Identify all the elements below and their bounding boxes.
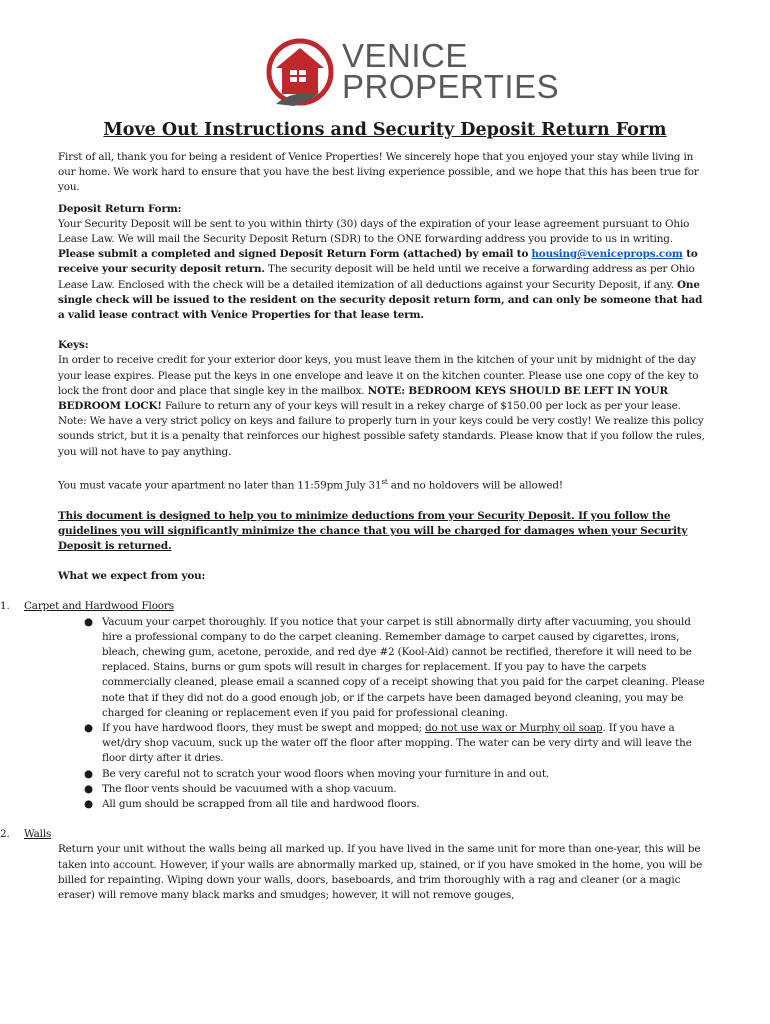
logo-line-2: PROPERTIES: [342, 68, 560, 105]
section-number: 1.: [0, 600, 10, 613]
section-title: Carpet and Hardwood Floors: [24, 600, 174, 613]
venice-properties-logo: [262, 36, 560, 110]
keys-paragraph: In order to receive credit for your exterior door keys, you must leave them in the kitchen of your unit by midnight of the day your lease expires. Please put the keys in one envelope and leave it on the kitchen counter. Please use one copy of the key to lock the front door and place that single key in the mailbox. NOTE: BEDROOM KEYS SHOULD BE LEFT IN YOUR BEDROOM LOCK! Failure to return any of your keys will result in a rekey charge of $150.00 per lock as per your lease. Note: We have a very strict policy on keys and failure to properly turn in your keys could be very costly! We realize this policy sounds strict, but it is a penalty that reinforces our highest possible safety standards. Please know that if you follow the rules, you will not have to pay anything.: [58, 354, 705, 458]
carpet-bullet-list: [58, 615, 708, 813]
section-carpet-floors: [0, 599, 708, 812]
bullet-icon: ●: [84, 782, 93, 795]
bullet-icon: ●: [84, 721, 93, 734]
section-title: Walls: [24, 828, 52, 841]
section-walls: [0, 827, 708, 903]
keys-heading: Keys:: [58, 339, 89, 352]
bullet-icon: ●: [84, 798, 93, 810]
list-item: ● Vacuum your carpet thoroughly. If you notice that your carpet is still abnormally dirty after vacuuming, you should hire a professional company to do the carpet cleaning. Remember damage to carpet caused by cigarettes, irons, bleach, chewing gum, acetone, peroxide, and red dye #2 (Kool-Aid) cannot be rectified, therefore it will need to be replaced. Stains, burns or gum spots will result in charges for replacement. If you pay to have the carpets commercially cleaned, please email a scanned copy of a receipt showing that you paid for the carpet cleaning. Please note that if they did not do a good enough job, or if the carpets have been damaged beyond cleaning, you may be charged for cleaning or replacement even if you paid for professional cleaning.: [84, 615, 705, 719]
email-link[interactable]: housing@veniceprops.com: [531, 248, 683, 261]
section-number: 2.: [0, 828, 10, 841]
expect-heading: What we expect from you:: [58, 570, 206, 583]
bullet-icon: ●: [84, 615, 93, 628]
list-item: ● The floor vents should be vacuumed with a shop vacuum.: [58, 782, 708, 797]
list-item: ● Be very careful not to scratch your wood floors when moving your furniture in and out.: [58, 767, 708, 782]
intro-paragraph: First of all, thank you for being a resident of Venice Properties! We sincerely hope that you enjoyed your stay while living in our home. We work hard to ensure that you have the best living experience possible, and we hope that this has been true for you.: [58, 151, 699, 194]
document-body: [0, 150, 708, 903]
page-title: Move Out Instructions and Security Deposit Return Form: [103, 120, 667, 140]
deposit-paragraph: Your Security Deposit will be sent to you within thirty (30) days of the expiration of your lease agreement pursuant to Ohio Lease Law. We will mail the Security Deposit Return (SDR) to the ONE forwarding address you provide to us in writing. Please submit a completed and signed Deposit Return Form (attached) by email to housing@veniceprops.com to receive your security deposit return. The security deposit will be held until we receive a forwarding address as per Ohio Lease Law. Enclosed with the check will be a detailed itemization of all deductions against your Security Deposit, if any. One single check will be issued to the resident on the security deposit return form, and can only be someone that had a valid lease contract with Venice Properties for that lease term.: [58, 217, 703, 322]
notice-paragraph: This document is designed to help you to minimize deductions from your Security Deposit. If you follow the guidelines you will significantly minimize the chance that you will be charged for damages when your Security Deposit is returned.: [58, 509, 688, 552]
logo-line-1: VENICE: [342, 37, 468, 74]
list-item: ● All gum should be scrapped from all tile and hardwood floors.: [58, 797, 708, 812]
house-icon: [262, 36, 342, 110]
logo-wordmark: [342, 37, 560, 105]
vacate-paragraph: You must vacate your apartment no later than 11:59pm July 31st and no holdovers will be allowed!: [58, 477, 563, 492]
bullet-icon: ●: [84, 767, 93, 780]
list-item: ● If you have hardwood floors, they must be swept and mopped; do not use wax or Murphy oil soap. If you have a wet/dry shop vacuum, suck up the water off the floor after mopping. The water can be very dirty and will leave the floor dirty after it dries.: [84, 721, 692, 765]
walls-paragraph: Return your unit without the walls being all marked up. If you have lived in the same unit for more than one-year, this will be taken into account. However, if your walls are abnormally marked up, stained, or if you have smoked in the home, you will be billed for repainting. Wiping down your walls, doors, baseboards, and trim thoroughly with a rag and cleaner (or a magic eraser) will remove many black marks and smudges; however, it will not remove gouges,: [58, 843, 703, 902]
deposit-heading: Deposit Return Form:: [58, 202, 182, 215]
